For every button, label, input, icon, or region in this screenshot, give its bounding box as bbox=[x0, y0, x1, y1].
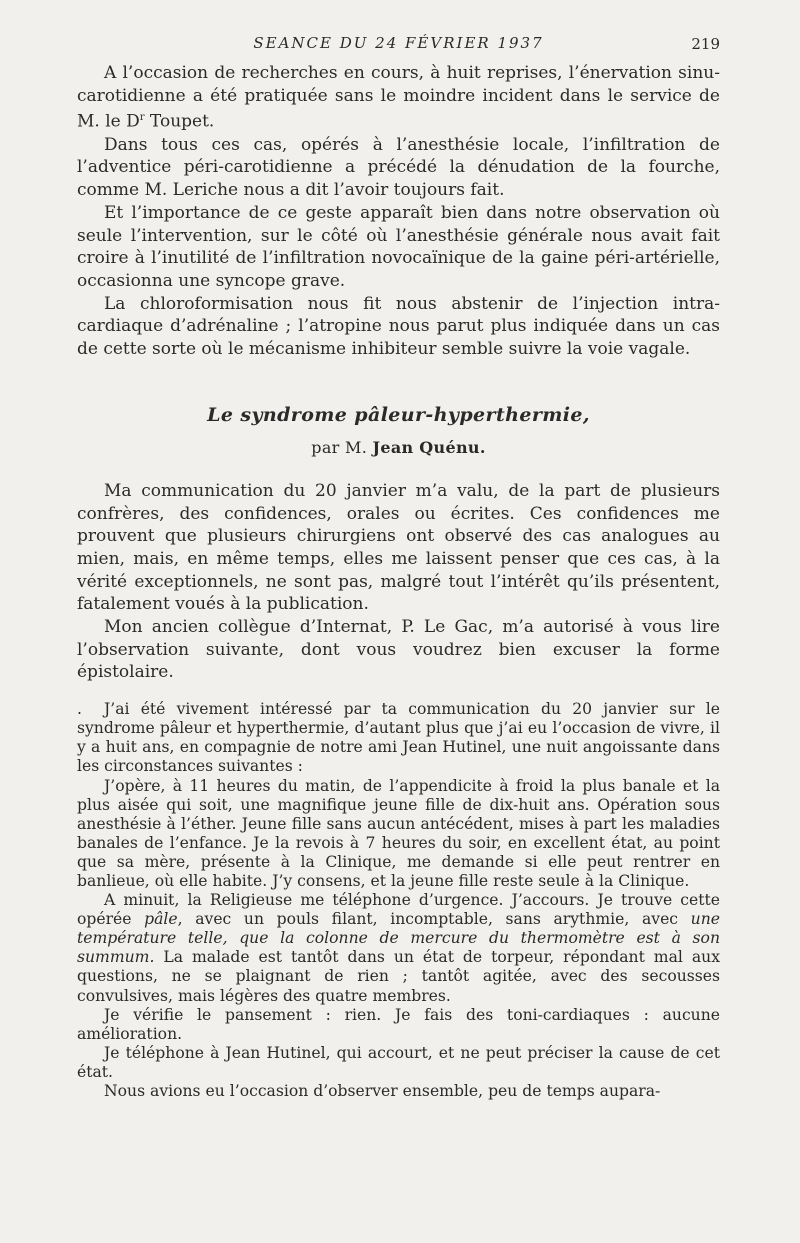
quote-paragraph: Je téléphone à Jean Hutinel, qui accourt, et ne peut préciser la cause de cet état. bbox=[77, 1043, 720, 1081]
quote-emphasis: une température telle, que la colonne de mercure du thermomètre est à son summum. bbox=[77, 910, 720, 967]
quoted-letter bbox=[77, 700, 720, 1101]
byline-prefix: par M. bbox=[311, 437, 368, 457]
quote-paragraph bbox=[77, 700, 720, 776]
quote-paragraph: Je vérifie le pansement : rien. Je fais des toni-cardiaques : aucune amélioration. bbox=[77, 1005, 720, 1043]
paragraph: Et l’importance de ce geste apparaît bien dans notre observation où seule l’intervention, sur le côté où l’anesthésie générale nous avait fait croire à l’inutilité de l’infiltration novocaïnique de la gaine péri-artérielle, occasionna une syncope grave. bbox=[77, 202, 720, 291]
running-title: SEANCE DU 24 FÉVRIER 1937 bbox=[253, 34, 544, 52]
paragraph bbox=[77, 62, 720, 134]
section-title: Le syndrome pâleur-hyperthermie, bbox=[207, 403, 590, 426]
paragraph: Mon ancien collègue d’Internat, P. Le Gac, m’a autorisé à vous lire l’observation suivante, dont vous voudrez bien excuser la forme épistolaire. bbox=[77, 617, 720, 683]
quote-text: J’ai été vivement intéressé par ta communication du 20 janvier sur le syndrome pâleur et hyperthermie, d’autant plus que j’ai eu l’occasion de vivre, il y a huit ans, en compagnie de notre ami Jean Hutinel, une nuit angoissante dans les circonstances suivantes : bbox=[77, 700, 720, 776]
byline-author: Jean Quénu. bbox=[372, 437, 486, 457]
quote-paragraph bbox=[77, 891, 720, 1006]
quote-paragraph: Nous avions eu l’occasion d’observer ensemble, peu de temps aupara- bbox=[104, 1082, 661, 1100]
paragraph-text: A l’occasion de recherches en cours, à huit reprises, l’énervation sinu-carotidienne a été pratiquée sans le moindre incident dans le service de M. le D bbox=[77, 63, 720, 133]
preceding-text bbox=[77, 62, 720, 361]
quote-text: , avec un pouls filant, incomptable, sans arythmie, avec bbox=[177, 910, 691, 929]
paragraph: Dans tous ces cas, opérés à l’anesthésie locale, l’infiltration de l’adventice péri-carotidienne a précédé la dénudation de la fourche, comme M. Leriche nous a dit l’avoir toujours fait. bbox=[77, 134, 720, 201]
paragraph: La chloroformisation nous fit nous abstenir de l’injection intra-cardiaque d’adrénaline ; l’atropine nous parut plus indiquée dans un cas de cette sorte où le mécanisme inhibiteur semble suivre la voie vagale. bbox=[77, 293, 720, 360]
section-body bbox=[77, 480, 720, 684]
quote-text: La malade est tantôt dans un état de torpeur, répondant mal aux questions, ne se plaignant de rien ; tantôt agitée, avec des secousses convulsives, mais légères des quatre membres. bbox=[77, 948, 720, 1005]
page-number: 219 bbox=[691, 35, 720, 53]
paragraph: Ma communication du 20 janvier m’a valu, de la part de plusieurs confrères, des confidences, orales ou écrites. Ces confidences me prouvent que plusieurs chirurgiens ont observé des cas analogues au mien, mais, en même temps, elles me laissent penser que ces cas, à la vérité exceptionnels, ne sont pas, malgré tout l’intérêt qu’ils présentent, fatalement voués à la publication. bbox=[77, 480, 720, 615]
byline bbox=[77, 437, 720, 459]
quote-emphasis: pâle bbox=[144, 910, 178, 929]
quote-paragraph: J’opère, à 11 heures du matin, de l’appendicite à froid la plus banale et la plus aisée qui soit, une magnifique jeune fille de dix-huit ans. Opération sous anesthésie à l’éther. Jeune fille sans aucun antécédent, mises à part les maladies banales de l’enfance. Je la revois à 7 heures du soir, en excellent état, au point que sa mère, présente à la Clinique, me demande si elle peut rentrer en banlieue, où elle habite. J’y consens, et la jeune fille reste seule à la Clinique. bbox=[77, 776, 720, 890]
superscript: r bbox=[139, 112, 145, 124]
quote-text: A minuit, la Religieuse me téléphone d’urgence. J’accours. Je trouve cette opérée bbox=[77, 891, 720, 929]
document-page bbox=[77, 30, 720, 1101]
running-header bbox=[77, 30, 720, 62]
lead-mark: . bbox=[77, 700, 82, 719]
paragraph-text: Toupet. bbox=[144, 112, 215, 133]
